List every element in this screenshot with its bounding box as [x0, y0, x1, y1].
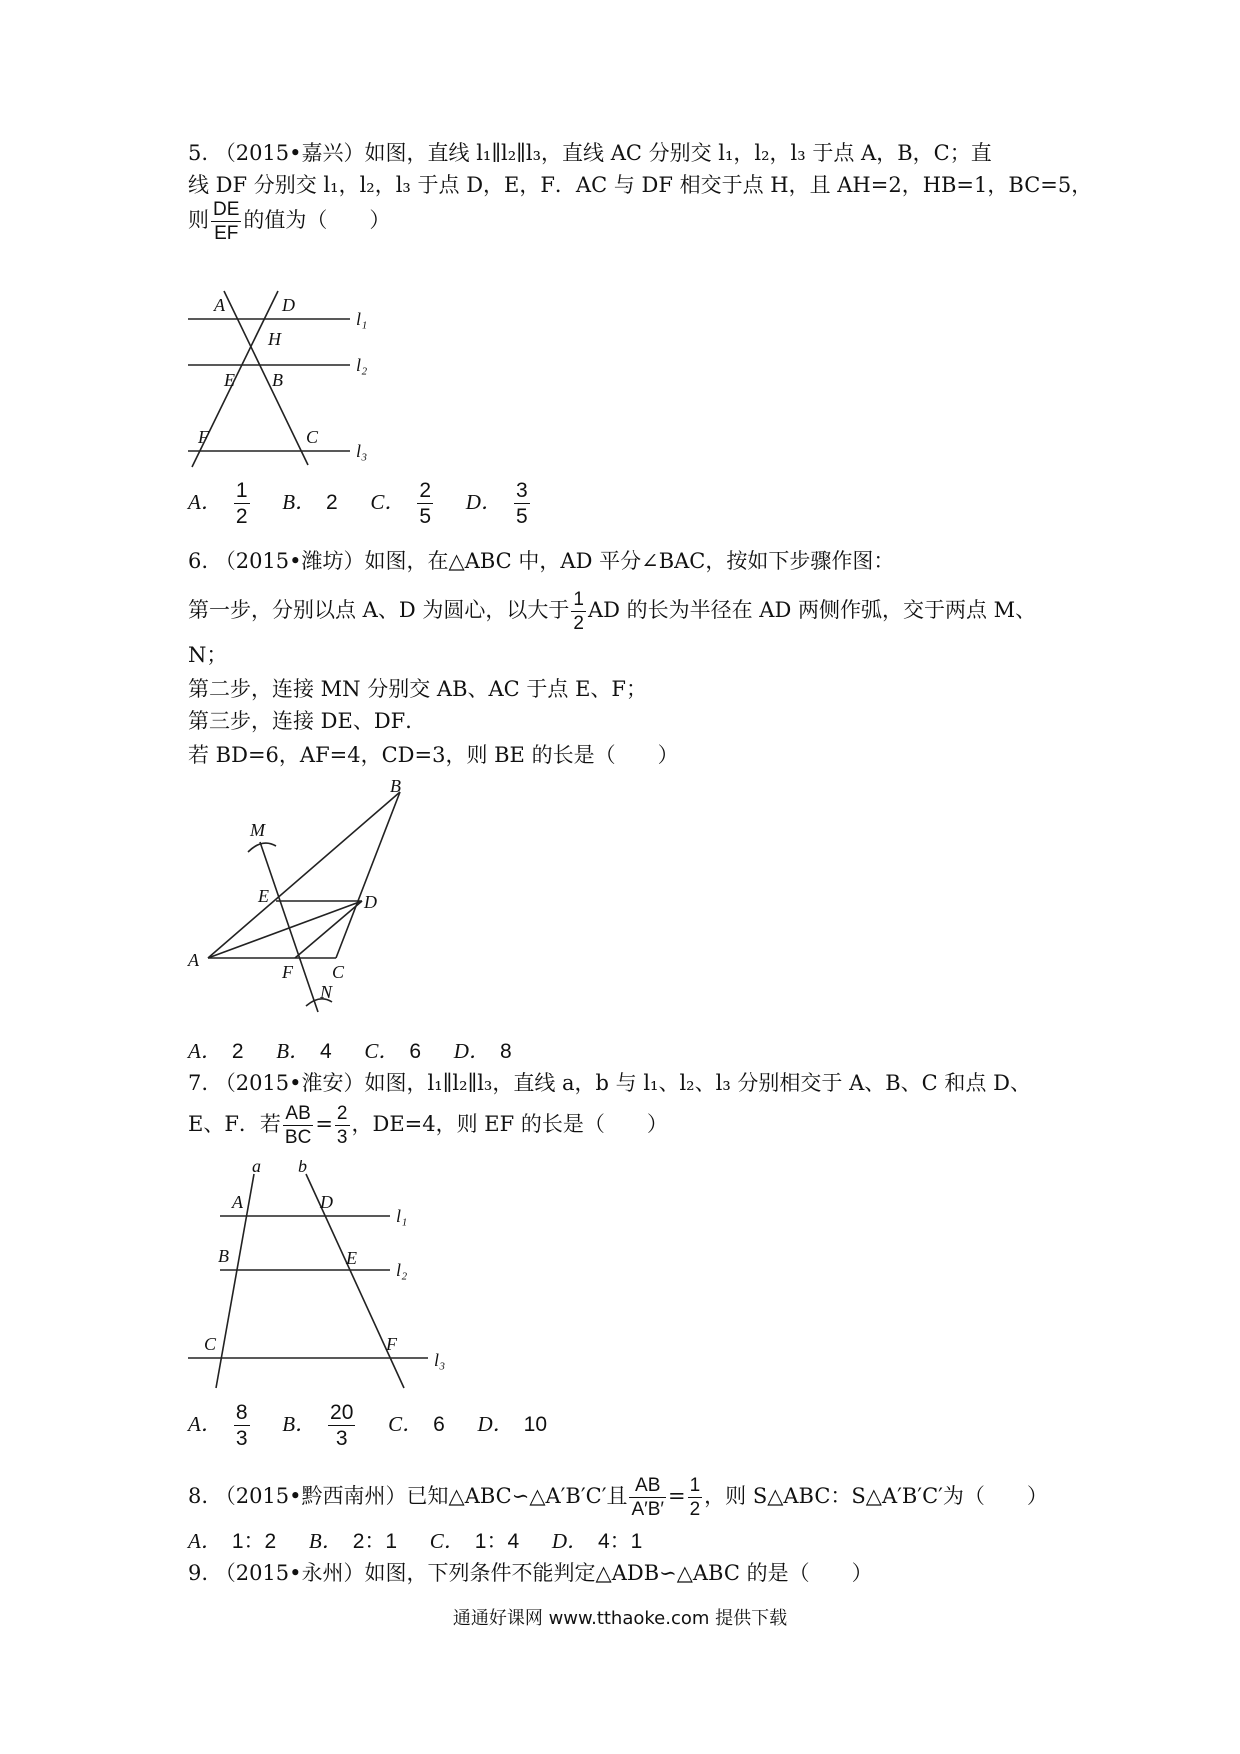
q5-label-c: C [306, 427, 319, 447]
q5-label-h: H [268, 329, 281, 349]
q5-options [188, 480, 532, 527]
q7-option-a-value [234, 1402, 250, 1449]
q7-label-l3: l₃ [434, 1350, 446, 1370]
q7-option-d-label: D． [477, 1412, 514, 1436]
q6-segment-df [295, 901, 362, 958]
q7-option-c-label: C． [388, 1412, 424, 1436]
q7-option-b-den: 3 [328, 1425, 355, 1449]
q6-label-b: B [390, 780, 401, 796]
q7-label-l1: l₁ [396, 1206, 408, 1226]
q7-option-b-value [328, 1402, 355, 1449]
q5-label-l3: l₃ [356, 441, 368, 461]
q7-frac1-num: AB [285, 1103, 311, 1124]
q6-label-c: C [332, 962, 345, 982]
q6-line2-prefix: 第一步，分别以点 A、D 为圆心，以大于 [188, 598, 570, 622]
q5-label-b: B [272, 370, 283, 390]
q8-equals: = [667, 1484, 686, 1508]
q6-option-b-label: B． [276, 1039, 311, 1063]
q7-line1: 7. （2015•淮安）如图，l₁∥l₂∥l₃，直线 a，b 与 l₁、l₂、l₃ 分别相交于 A、B、C 和点 D、 [188, 1071, 1031, 1095]
q8-fraction1 [629, 1476, 665, 1519]
q5-line2: 线 DF 分别交 l₁，l₂，l₃ 于点 D，E，F．AC 与 DF 相交于点 H，且 AH=2，HB=1，BC=5， [188, 173, 1093, 197]
q5-option-c-den: 5 [419, 505, 432, 528]
q7-label-b: B [218, 1246, 229, 1266]
q7-option-d-value: 10 [523, 1413, 547, 1436]
q5-option-c-label: C． [370, 490, 406, 514]
q7-label-e: E [346, 1248, 357, 1268]
q5-line3-prefix: 则 [188, 208, 209, 232]
q7-option-a-den: 3 [235, 1427, 248, 1450]
q7-frac1-den: BC [284, 1127, 312, 1148]
q8-frac1-num: AB [635, 1475, 661, 1496]
q7-line2-prefix: E、F．若 [188, 1112, 281, 1136]
q7-fraction1 [283, 1104, 313, 1147]
q5-figure [180, 285, 390, 475]
q5-option-d-den: 5 [515, 505, 528, 528]
q6-label-f: F [282, 962, 293, 982]
q8-fraction2 [688, 1476, 703, 1519]
q8-option-b-value: 2：1 [352, 1530, 398, 1553]
q5-frac-num: DE [213, 199, 240, 220]
q7-line2-suffix: ，DE=4，则 EF 的长是（ ） [351, 1112, 668, 1136]
q8-frac2-den: 2 [689, 1499, 701, 1520]
q8-option-c-label: C． [429, 1529, 465, 1553]
q8-suffix: ，则 S△ABC：S△A′B′C′为（ ） [704, 1484, 1048, 1508]
q6-line5: 第三步，连接 DE、DF． [188, 709, 427, 733]
q7-label-c: C [204, 1334, 217, 1354]
q8-option-a-value: 1：2 [231, 1530, 277, 1553]
q5-line3 [188, 200, 390, 243]
q5-option-c-num: 2 [419, 479, 432, 502]
q5-option-a-den: 2 [235, 505, 248, 528]
q5-line3-suffix: 的值为（ ） [243, 208, 391, 232]
q5-option-c-value [417, 480, 433, 527]
q5-option-d-label: D． [465, 490, 502, 514]
q7-line2 [188, 1104, 668, 1147]
q7-figure [180, 1160, 460, 1395]
q8-option-d-label: D． [551, 1529, 588, 1553]
q8-options [188, 1526, 668, 1557]
q6-option-c-value: 6 [409, 1040, 422, 1063]
q5-option-b-label: B． [282, 490, 317, 514]
q5-label-d: D [282, 295, 295, 315]
q7-label-a: A [232, 1192, 243, 1212]
q6-line-mn [260, 842, 318, 1012]
q6-frac-num: 1 [573, 589, 584, 610]
q7-label-d: D [320, 1192, 333, 1212]
q6-line4: 第二步，连接 MN 分别交 AB、AC 于点 E、F； [188, 677, 647, 701]
q6-side-ab [208, 792, 400, 958]
q6-frac-den: 2 [573, 613, 584, 634]
q8-option-d-value: 4：1 [597, 1530, 643, 1553]
q7-label-a-line: a [252, 1160, 261, 1176]
q6-label-e: E [258, 886, 269, 906]
q6-label-n: N [320, 982, 333, 1002]
q5-label-f: F [198, 427, 209, 447]
q5-label-l2: l₂ [356, 355, 368, 375]
q5-option-a-label: A． [188, 490, 222, 514]
q7-option-c-value: 6 [433, 1413, 445, 1436]
q7-option-b-num: 20 [330, 1401, 354, 1424]
q6-option-a-value: 2 [231, 1040, 244, 1063]
q9-line1: 9. （2015•永州）如图，下列条件不能判定△ADB∽△ABC 的是（ ） [188, 1561, 873, 1585]
q6-label-m: M [250, 820, 265, 840]
q6-figure [180, 780, 420, 1015]
q5-label-l1: l₁ [356, 309, 368, 329]
q8-frac2-num: 1 [689, 1475, 701, 1496]
q6-line2-suffix: AD 的长为半径在 AD 两侧作弧，交于两点 M、 [587, 598, 1037, 622]
q6-option-d-value: 8 [499, 1040, 512, 1063]
q6-label-d: D [364, 892, 377, 912]
q5-line1: 5. （2015•嘉兴）如图，直线 l₁∥l₂∥l₃，直线 AC 分别交 l₁，l₂，l₃ 于点 A，B，C；直 [188, 141, 992, 165]
q5-option-b-value: 2 [326, 491, 338, 514]
q5-frac-den: EF [211, 221, 241, 243]
q7-frac2-num: 2 [336, 1103, 348, 1124]
q8-option-c-value: 1：4 [474, 1530, 520, 1553]
q6-option-b-value: 4 [320, 1040, 332, 1063]
q6-line3: N； [188, 643, 228, 667]
q6-options [188, 1036, 538, 1067]
q5-option-d-num: 3 [515, 479, 528, 502]
q5-fraction [211, 200, 241, 243]
q6-side-bc [336, 792, 400, 958]
q6-line1: 6. （2015•潍坊）如图，在△ABC 中，AD 平分∠BAC，按如下步骤作图： [188, 549, 895, 573]
q8-option-a-label: A． [188, 1529, 222, 1553]
q8-option-b-label: B． [308, 1529, 343, 1553]
q7-options [188, 1402, 573, 1449]
q6-line6: 若 BD=6，AF=4，CD=3，则 BE 的长是（ ） [188, 743, 679, 767]
q6-option-c-label: C． [364, 1039, 400, 1063]
q6-fraction [571, 590, 586, 633]
q6-option-a-label: A． [188, 1039, 222, 1063]
q7-frac2-den: 3 [336, 1127, 348, 1148]
q7-label-b-line: b [298, 1160, 307, 1176]
q6-option-d-label: D． [453, 1039, 490, 1063]
q6-label-a: A [188, 950, 199, 970]
q6-line2 [188, 590, 1036, 633]
q7-label-l2: l₂ [396, 1260, 408, 1280]
q8-prefix: 8. （2015•黔西南州）已知△ABC∽△A′B′C′且 [188, 1484, 628, 1508]
q8-frac1-den: A′B′ [631, 1499, 664, 1520]
q7-option-a-label: A． [188, 1412, 222, 1436]
q5-label-e: E [224, 370, 235, 390]
q5-option-a-num: 1 [235, 479, 248, 502]
q8-line1 [188, 1476, 1048, 1519]
q7-option-b-label: B． [282, 1412, 317, 1436]
q7-label-f: F [386, 1334, 397, 1354]
q7-option-a-num: 8 [235, 1401, 248, 1424]
q5-option-d-value [514, 480, 530, 527]
q5-option-a-value [234, 480, 250, 527]
page-footer: 通通好课网 www.tthaoke.com 提供下载 [452, 1608, 788, 1629]
q5-label-a: A [214, 295, 225, 315]
q7-fraction2 [335, 1104, 350, 1147]
q7-equals: = [315, 1112, 333, 1136]
